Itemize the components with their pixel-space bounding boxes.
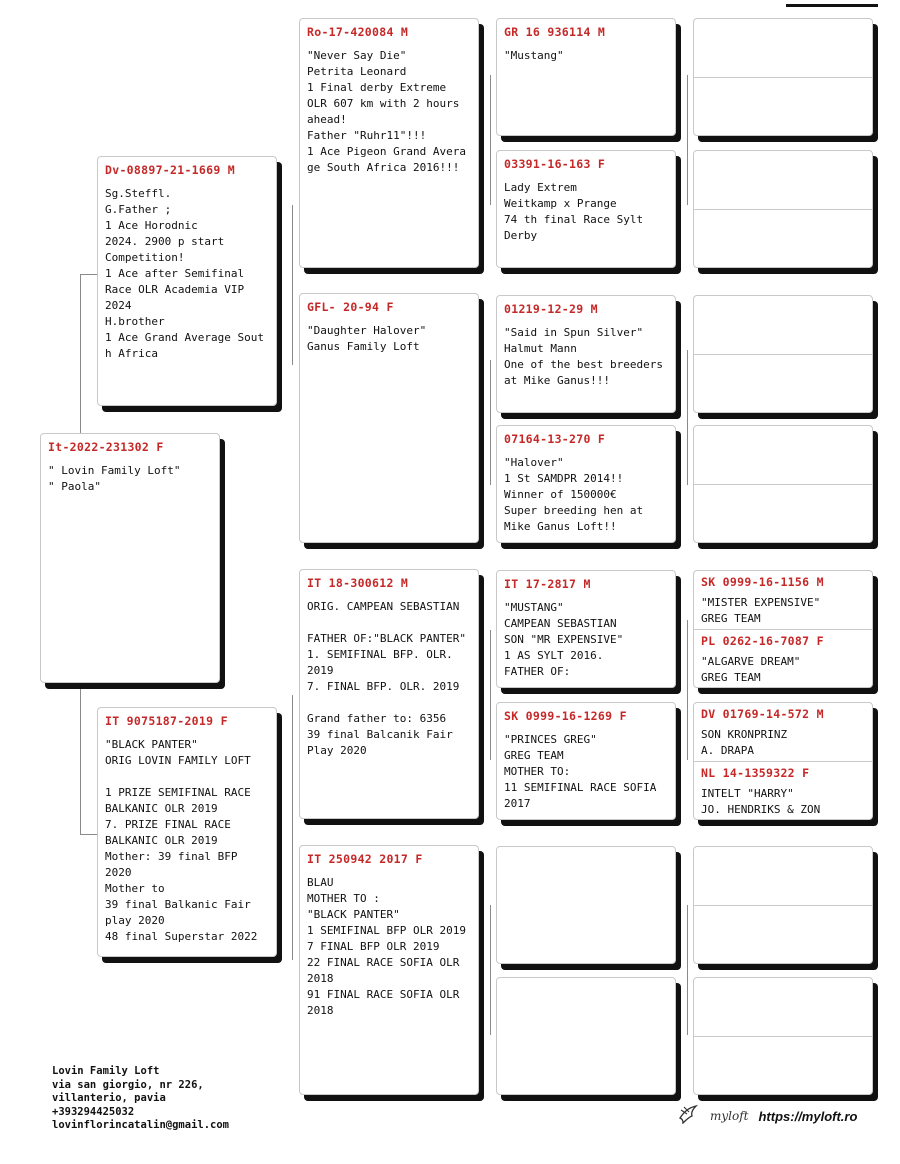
pigeon-notes: Lady Extrem Weitkamp x Prange 74 th final Race Sylt Derby — [504, 181, 644, 242]
card-divider — [694, 484, 872, 485]
gen5-card-empty — [693, 18, 873, 136]
gen5-card-empty — [693, 846, 873, 964]
pigeon-notes: ORIG. CAMPEAN SEBASTIAN FATHER OF:"BLACK PANTER" 1. SEMIFINAL BFP. OLR. 2019 7. FINAL BFP. OLR. 2019 Grand father to: 6356 39 final Balcanik Fair Play 2020 — [307, 600, 466, 757]
pigeon-notes: SON KRONPRINZ A. DRAPA — [701, 728, 788, 757]
ring-number: IT 17-2817 M — [504, 577, 591, 591]
card-divider — [694, 905, 872, 906]
card-divider — [694, 209, 872, 210]
gen4-card-empty — [496, 846, 676, 964]
gen5-lower — [701, 766, 868, 818]
ring-number: PL 0262-16-7087 F — [701, 634, 824, 648]
ring-number: NL 14-1359322 F — [701, 766, 810, 780]
connector-line — [292, 205, 293, 365]
pigeon-notes: "Daughter Halover" Ganus Family Loft — [307, 324, 427, 353]
pigeon-notes: "Never Say Die" Petrita Leonard 1 Final derby Extreme OLR 607 km with 2 hours ahead! Father "Ruhr11"!!! 1 Ace Pigeon Grand Avera ge South Africa 2016!!! — [307, 49, 466, 174]
ring-number: Dv-08897-21-1669 M — [105, 163, 236, 177]
pigeon-notes: "MUSTANG" CAMPEAN SEBASTIAN SON "MR EXPENSIVE" 1 AS SYLT 2016. FATHER OF: — [504, 601, 624, 678]
ring-number: IT 18-300612 M — [307, 576, 409, 590]
connector-line — [687, 905, 688, 1035]
ring-number: Ro-17-420084 M — [307, 25, 409, 39]
owner-name: Lovin Family Loft — [52, 1065, 160, 1077]
gen4-card — [496, 295, 676, 413]
ring-number: It-2022-231302 F — [48, 440, 164, 454]
sire-dam-card — [299, 293, 479, 543]
connector-line — [687, 620, 688, 760]
dam-dam-card — [299, 845, 479, 1095]
gen5-card-empty — [693, 977, 873, 1095]
pigeon-notes: "Halover" 1 St SAMDPR 2014!! Winner of 150000€ Super breeding hen at Mike Ganus Loft!! — [504, 456, 644, 533]
ring-number: GR 16 936114 M — [504, 25, 606, 39]
owner-contact — [52, 1065, 229, 1133]
ring-number: DV 01769-14-572 M — [701, 707, 824, 721]
ring-number: 01219-12-29 M — [504, 302, 598, 316]
card-divider — [694, 761, 872, 762]
branding — [678, 1104, 857, 1128]
connector-line — [292, 695, 293, 960]
pigeon-notes: "BLACK PANTER" ORIG LOVIN FAMILY LOFT 1 PRIZE SEMIFINAL RACE BALKANIC OLR 2019 7. PRIZE FINAL RACE BALKANIC OLR 2019 Mother: 39 final BFP 2020 Mother to 39 final Balkanic Fair play 2020 48 final Superstar 2022 — [105, 738, 258, 943]
owner-email: lovinflorincatalin@gmail.com — [52, 1119, 230, 1132]
gen4-card — [496, 702, 676, 820]
connector-line — [80, 274, 98, 275]
ring-number: 03391-16-163 F — [504, 157, 606, 171]
connector-line — [490, 360, 491, 485]
card-divider — [694, 629, 872, 630]
top-logo-fragment — [786, 0, 878, 7]
subject-pigeon-card — [40, 433, 220, 683]
gen5-card-empty — [693, 150, 873, 268]
gen5-card-empty — [693, 425, 873, 543]
pigeon-notes: "MISTER EXPENSIVE" GREG TEAM — [701, 596, 821, 625]
gen4-card — [496, 150, 676, 268]
card-divider — [694, 1036, 872, 1037]
pigeon-notes: INTELT "HARRY" JO. HENDRIKS & ZON — [701, 787, 821, 816]
pigeon-notes: BLAU MOTHER TO : "BLACK PANTER" 1 SEMIFINAL BFP OLR 2019 7 FINAL BFP OLR 2019 22 FINAL RACE SOFIA OLR 2018 91 FINAL RACE SOFIA OLR 2018 — [307, 876, 466, 1017]
dam-card — [97, 707, 277, 957]
gen5-upper — [701, 575, 868, 627]
pigeon-notes: " Lovin Family Loft" " Paola" — [48, 464, 181, 493]
gen4-card — [496, 18, 676, 136]
pigeon-notes: Sg.Steffl. G.Father ; 1 Ace Horodnic 2024. 2900 p start Competition! 1 Ace after Semifinal Race OLR Academia VIP 2024 H.brother 1 Ace Grand Average Sout h Africa — [105, 187, 264, 360]
pigeon-logo-icon — [678, 1104, 700, 1128]
connector-line — [80, 834, 98, 835]
connector-line — [687, 350, 688, 485]
pigeon-notes: "Said in Spun Silver" Halmut Mann One of the best breeders at Mike Ganus!!! — [504, 326, 663, 387]
owner-address-line1: via san giorgio, nr 226, — [52, 1078, 204, 1091]
pigeon-notes: "ALGARVE DREAM" GREG TEAM — [701, 655, 801, 684]
connector-line — [687, 75, 688, 205]
gen4-card — [496, 425, 676, 543]
sire-card — [97, 156, 277, 406]
website-link[interactable]: https://myloft.ro — [758, 1108, 858, 1124]
owner-address-line2: villanterio, pavia — [52, 1092, 166, 1105]
gen4-card — [496, 570, 676, 688]
card-divider — [694, 354, 872, 355]
gen5-upper — [701, 707, 868, 759]
connector-line — [490, 905, 491, 1035]
ring-number: IT 9075187-2019 F — [105, 714, 228, 728]
owner-phone: +393294425032 — [52, 1105, 135, 1118]
gen4-card-empty — [496, 977, 676, 1095]
ring-number: SK 0999-16-1156 M — [701, 575, 824, 589]
ring-number: GFL- 20-94 F — [307, 300, 394, 314]
card-divider — [694, 77, 872, 78]
connector-line — [490, 630, 491, 760]
gen5-pair-card — [693, 570, 873, 688]
connector-line — [490, 75, 491, 205]
pigeon-notes: "Mustang" — [504, 49, 564, 62]
gen5-card-empty — [693, 295, 873, 413]
pigeon-notes: "PRINCES GREG" GREG TEAM MOTHER TO: 11 SEMIFINAL RACE SOFIA 2017 — [504, 733, 657, 810]
gen5-lower — [701, 634, 868, 686]
ring-number: IT 250942 2017 F — [307, 852, 423, 866]
sire-sire-card — [299, 18, 479, 268]
dam-sire-card — [299, 569, 479, 819]
logo-wordmark: myloft — [710, 1109, 749, 1123]
gen5-pair-card — [693, 702, 873, 820]
ring-number: SK 0999-16-1269 F — [504, 709, 627, 723]
ring-number: 07164-13-270 F — [504, 432, 606, 446]
